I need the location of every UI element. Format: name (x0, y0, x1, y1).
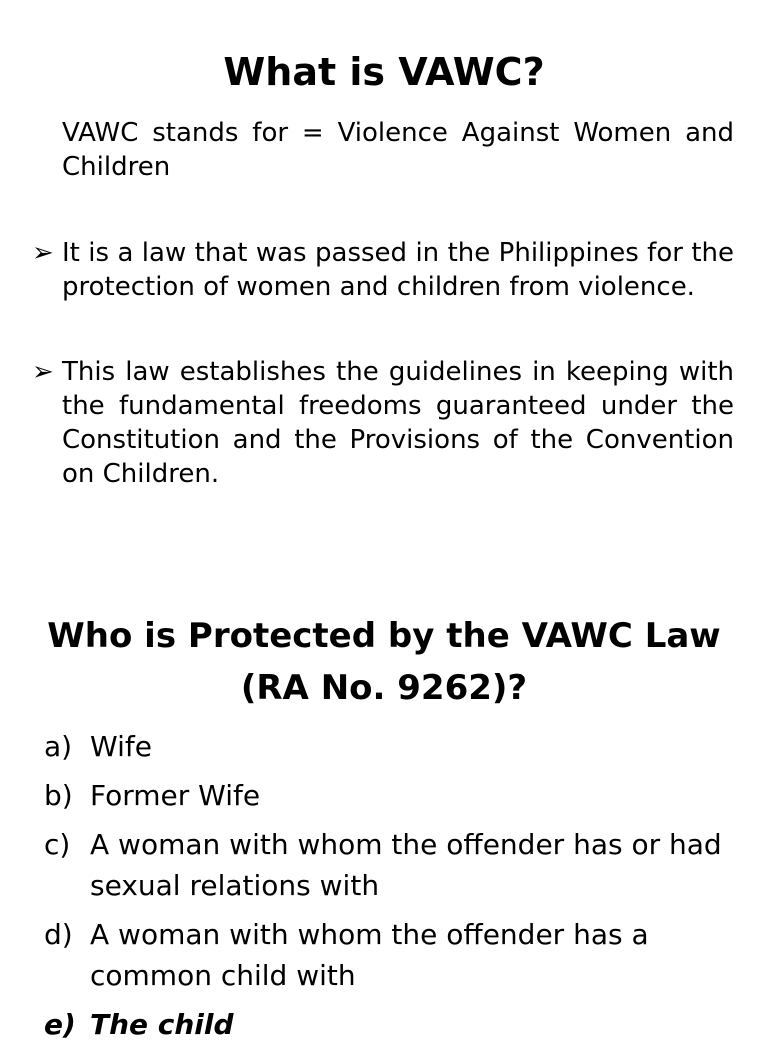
list-marker: b) (44, 779, 73, 812)
list-marker: c) (44, 828, 71, 861)
protected-persons-list (44, 726, 744, 1053)
bullet-law-guidelines: This law establishes the guidelines in keeping with the fundamental freedoms guaranteed under the Constitution and the Provisions of the Convention on Children. (62, 357, 734, 489)
list-item-text: The child (90, 1008, 234, 1041)
list-marker: a) (44, 730, 73, 763)
arrow-bullet-icon: ➢ (32, 357, 54, 387)
list-item-text: Wife (90, 730, 152, 763)
slide-who-is-protected (0, 540, 768, 1041)
arrow-bullet-icon: ➢ (32, 238, 54, 268)
page-title: What is VAWC? (223, 50, 545, 94)
list-item (44, 775, 744, 816)
list-item (44, 824, 744, 906)
list-item-text: A woman with whom the offender has a common child with (90, 918, 649, 992)
list-marker: d) (44, 918, 73, 951)
list-item-text: Former Wife (90, 779, 261, 812)
intro-definition: VAWC stands for = Violence Against Women and Children (62, 118, 734, 182)
list-item (44, 914, 744, 996)
list-item-text: A woman with whom the offender has or had sexual relations with (90, 828, 722, 902)
bullet-law-purpose: It is a law that was passed in the Philippines for the protection of women and children from violence. (62, 238, 734, 302)
section-title: Who is Protected by the VAWC Law (RA No. 9262)? (47, 616, 721, 708)
list-marker: e) (44, 1008, 76, 1041)
list-item (44, 726, 744, 767)
list-item (44, 1004, 744, 1045)
